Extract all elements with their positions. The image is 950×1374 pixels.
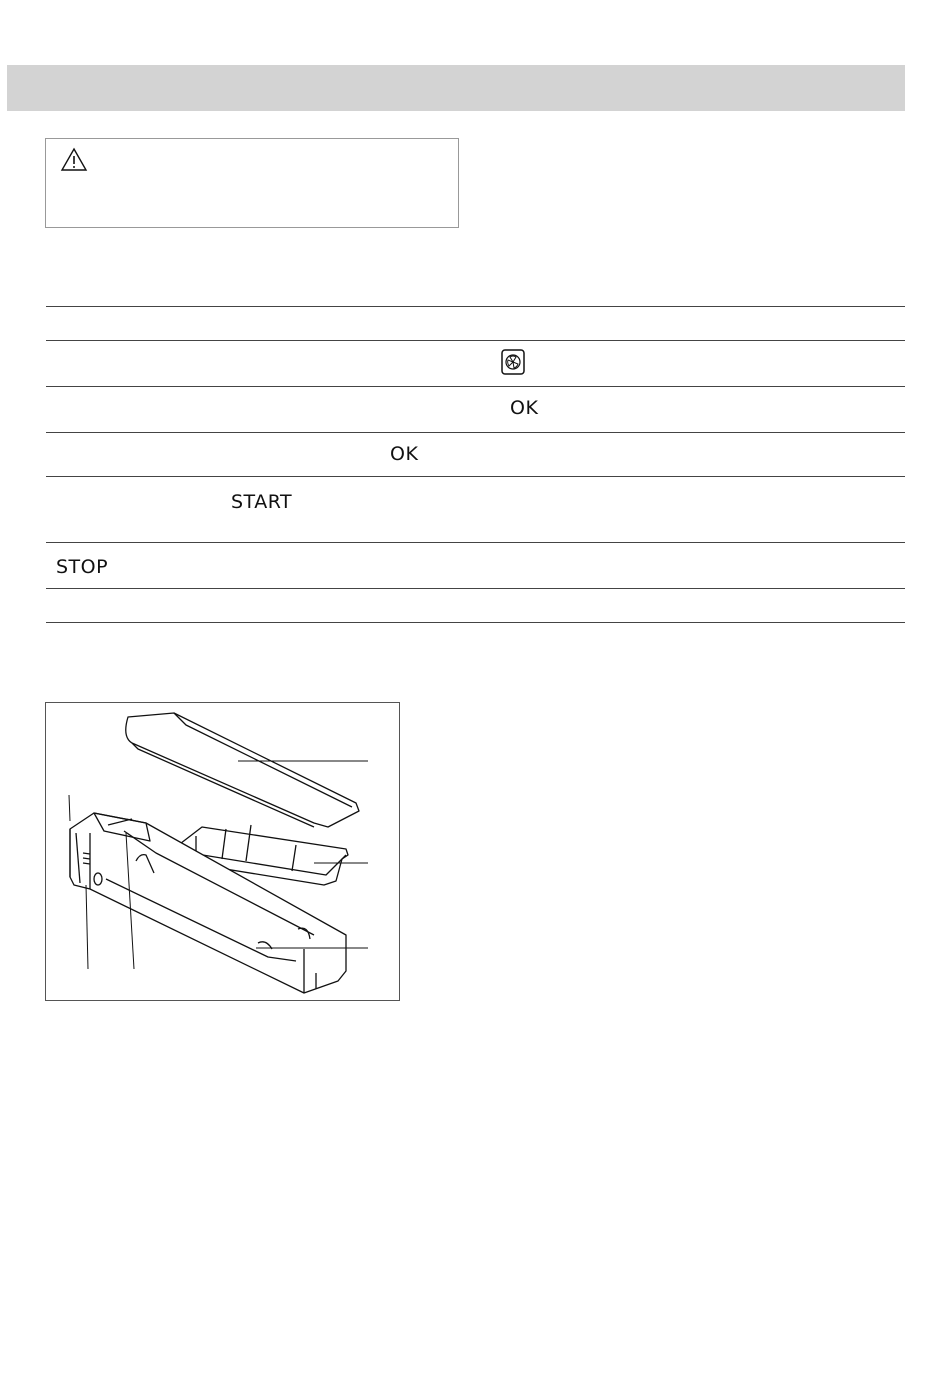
table-rule [46,432,905,433]
table-rule [46,588,905,589]
section-header-band [7,65,905,111]
dispenser-figure [45,702,400,1001]
table-rule [46,386,905,387]
ok-key-label: OK [510,397,539,419]
table-rule [46,622,905,623]
table-rule [46,542,905,543]
start-key-label: START [231,491,293,513]
table-rule [46,306,905,307]
warning-triangle-icon [60,147,88,173]
fan-icon [501,349,525,375]
table-rule [46,340,905,341]
warning-box [45,138,459,228]
table-rule [46,476,905,477]
dispenser-drawing [46,703,401,1002]
ok-key-label: OK [390,443,419,465]
stop-key-label: STOP [56,556,109,578]
